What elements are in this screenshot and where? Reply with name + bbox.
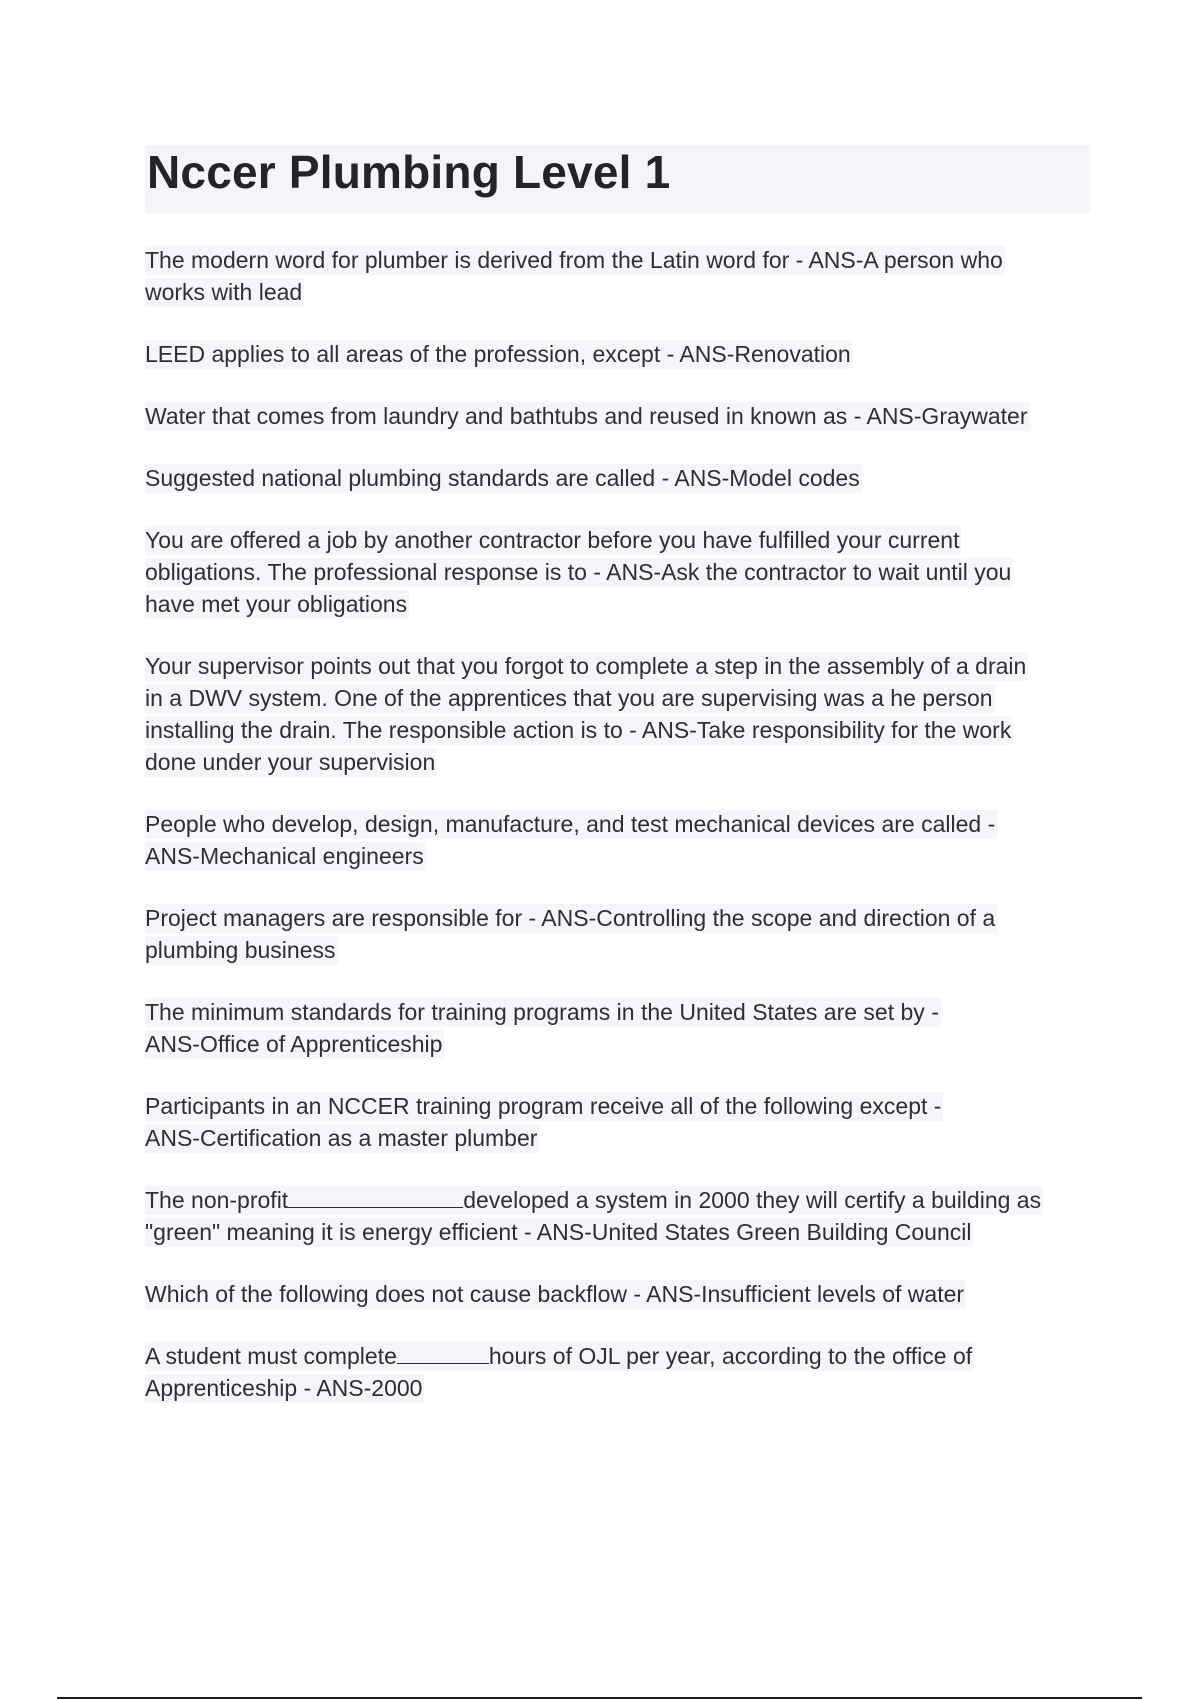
qa-line: Suggested national plumbing standards are called - ANS-Model codes (145, 465, 860, 491)
qa-line: The minimum standards for training programs in the United States are set by - (145, 999, 939, 1025)
qa-line: Project managers are responsible for - ANS-Controlling the scope and direction of a (145, 905, 996, 931)
qa-text: developed a system in 2000 they will certify a building as (463, 1187, 1042, 1213)
qa-line: ANS-Office of Apprenticeship (145, 1031, 443, 1057)
qa-line (145, 1342, 974, 1371)
qa-line: plumbing business (145, 937, 336, 963)
qa-item (145, 1278, 1090, 1310)
qa-item (145, 524, 1090, 620)
qa-line: done under your supervision (145, 749, 436, 775)
qa-line: Participants in an NCCER training program receive all of the following except - (145, 1093, 942, 1119)
qa-line: obligations. The professional response is to - ANS-Ask the contractor to wait until you (145, 559, 1012, 585)
fill-in-blank (288, 1185, 463, 1208)
qa-item (145, 1340, 1090, 1404)
qa-text: hours of OJL per year, according to the office of (488, 1343, 973, 1369)
qa-line: Which of the following does not cause backflow - ANS-Insufficient levels of water (145, 1281, 965, 1307)
qa-item (145, 650, 1090, 778)
qa-line: Apprenticeship - ANS-2000 (145, 1375, 423, 1401)
qa-line: "green" meaning it is energy efficient - ANS-United States Green Building Council (145, 1219, 972, 1245)
qa-line (145, 1186, 1043, 1215)
qa-line: ANS-Certification as a master plumber (145, 1125, 538, 1151)
qa-item (145, 338, 1090, 370)
qa-line: in a DWV system. One of the apprentices that you are supervising was a he person (145, 685, 993, 711)
document-title: Nccer Plumbing Level 1 (147, 146, 671, 198)
qa-item (145, 244, 1090, 308)
qa-text: A student must complete (145, 1343, 397, 1369)
qa-item (145, 808, 1090, 872)
qa-line: Your supervisor points out that you forgot to complete a step in the assembly of a drain (145, 653, 1027, 679)
qa-item (145, 400, 1090, 432)
qa-line: Water that comes from laundry and bathtubs and reused in known as - ANS-Graywater (145, 403, 1028, 429)
fill-in-blank (397, 1341, 489, 1364)
qa-line: LEED applies to all areas of the profession, except - ANS-Renovation (145, 341, 851, 367)
qa-item (145, 1090, 1090, 1154)
qa-item (145, 1184, 1090, 1248)
qa-line: have met your obligations (145, 591, 408, 617)
qa-line: You are offered a job by another contractor before you have fulfilled your current (145, 527, 960, 553)
qa-item (145, 996, 1090, 1060)
qa-text: The non-profit (145, 1187, 289, 1213)
qa-line: People who develop, design, manufacture, and test mechanical devices are called - (145, 811, 996, 837)
footer-divider (57, 1697, 1142, 1699)
qa-list (145, 244, 1090, 1434)
qa-line: The modern word for plumber is derived from the Latin word for - ANS-A person who (145, 247, 1003, 273)
qa-item (145, 902, 1090, 966)
qa-line: ANS-Mechanical engineers (145, 843, 424, 869)
qa-line: works with lead (145, 279, 303, 305)
qa-line: installing the drain. The responsible action is to - ANS-Take responsibility for the work (145, 717, 1012, 743)
qa-item (145, 462, 1090, 494)
